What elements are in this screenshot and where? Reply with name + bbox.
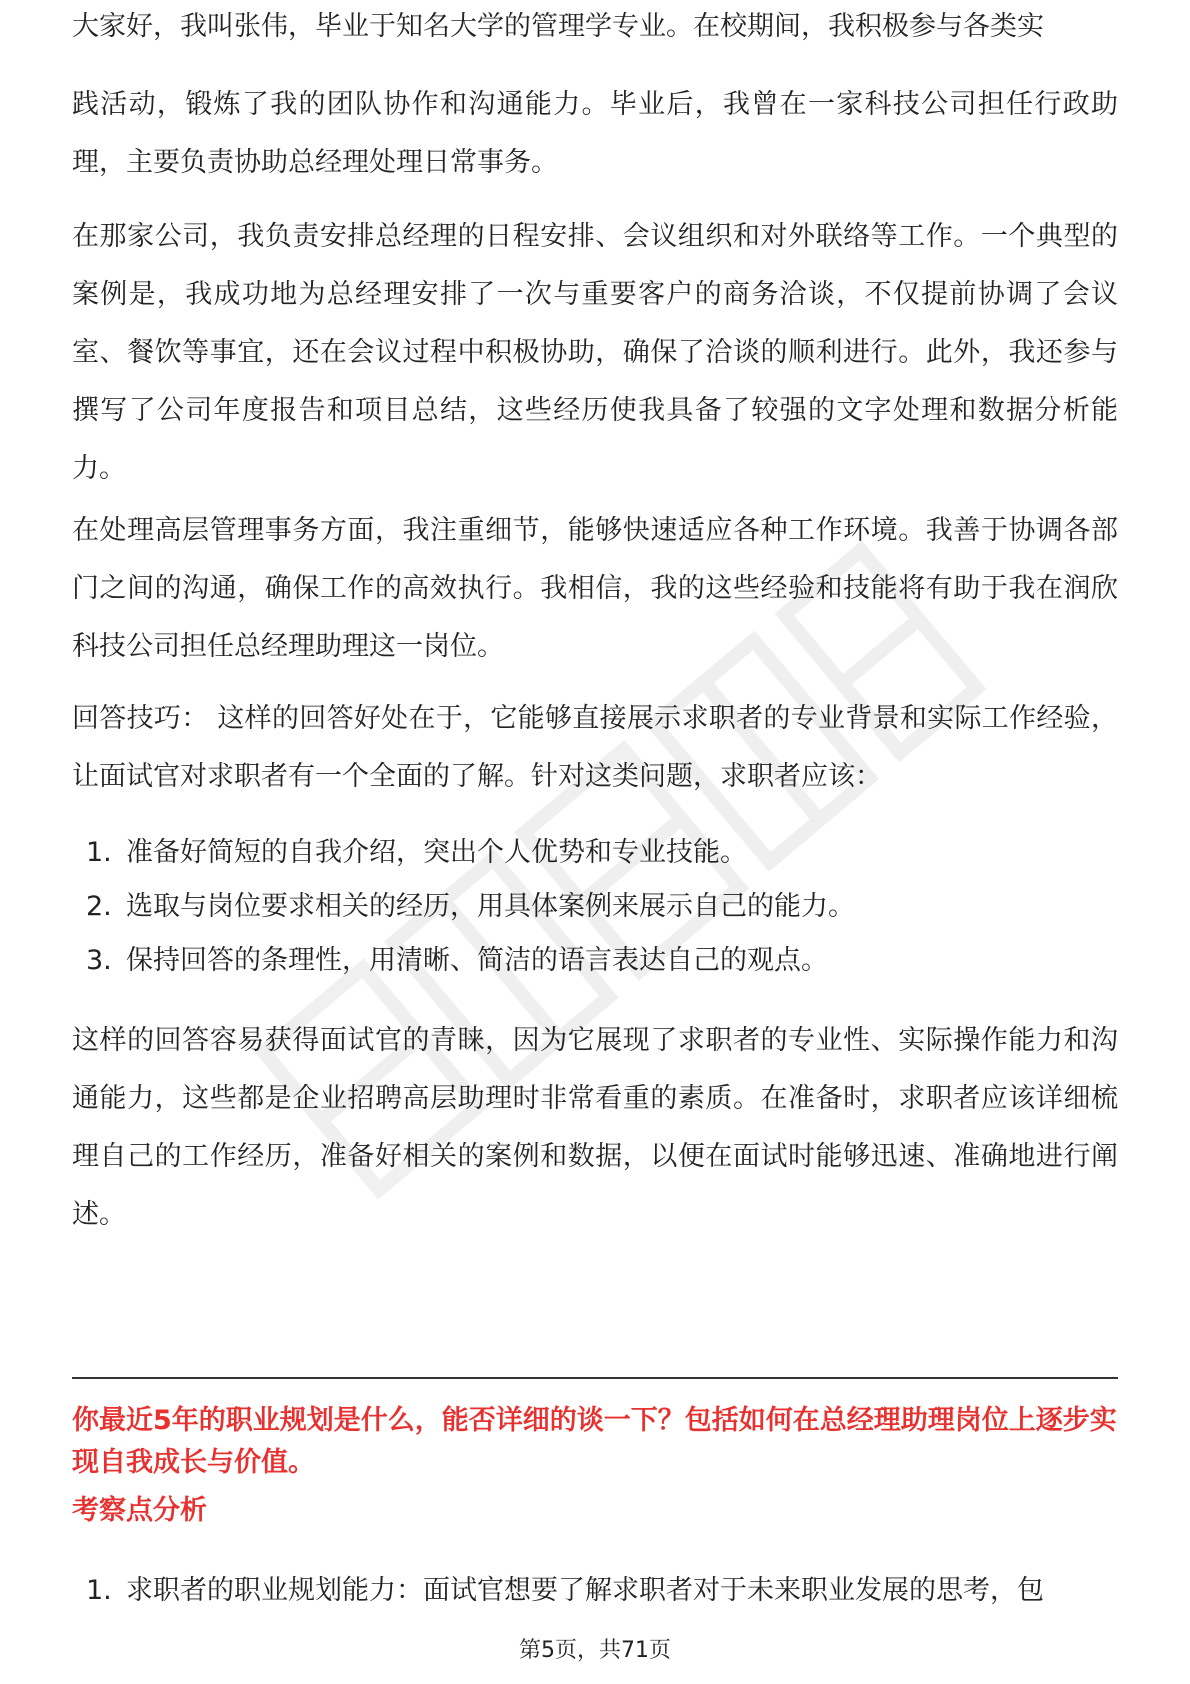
list-text: 保持回答的条理性，用清晰、简洁的语言表达自己的观点。 <box>126 945 828 976</box>
list-number: 3. <box>86 945 112 976</box>
interview-question: 你最近5年的职业规划是什么，能否详细的谈一下？包括如何在总经理助理岗位上逐步实现自我成长与价值。 <box>72 1405 1117 1478</box>
list-number: 1. <box>86 1575 112 1606</box>
cut-off-line <box>72 11 1118 62</box>
list-number: 2. <box>86 891 112 922</box>
list-text: 选取与岗位要求相关的经历，用具体案例来展示自己的能力。 <box>126 891 855 922</box>
paragraph-background: 践活动，锻炼了我的团队协作和沟通能力。毕业后，我曾在一家科技公司担任行政助理，主要负责协助总经理处理日常事务。 <box>72 89 1118 178</box>
section-heading: 考察点分析 <box>72 1495 207 1526</box>
list-item <box>86 932 1116 990</box>
analysis-list-item <box>86 1562 1116 1620</box>
list-text: 求职者的职业规划能力：面试官想要了解求职者对于未来职业发展的思考，包 <box>126 1575 1044 1606</box>
paragraph-summary: 这样的回答容易获得面试官的青睐，因为它展现了求职者的专业性、实际操作能力和沟通能力，这些都是企业招聘高层助理时非常看重的素质。在准备时，求职者应该详细梳理自己的工作经历，准备好相关的案例和数据，以便在面试时能够迅速、准确地进行阐述。 <box>72 1025 1118 1230</box>
paragraph-answer-tips: 回答技巧： 这样的回答好处在于，它能够直接展示求职者的专业背景和实际工作经验，让面试官对求职者有一个全面的了解。针对这类问题，求职者应该： <box>72 703 1118 792</box>
page-number: 第5页，共71页 <box>519 1638 671 1663</box>
list-item <box>86 878 1116 936</box>
list-item <box>86 824 1116 882</box>
cut-off-text: 大家好，我叫张伟，毕业于知名大学的管理学专业。在校期间，我积极参与各类实 <box>72 11 1044 42</box>
paragraph-skills: 在处理高层管理事务方面，我注重细节，能够快速适应各种工作环境。我善于协调各部门之间的沟通，确保工作的高效执行。我相信，我的这些经验和技能将有助于我在润欣科技公司担任总经理助理这一岗位。 <box>72 515 1118 662</box>
section-divider <box>72 1377 1118 1379</box>
list-number: 1. <box>86 837 112 868</box>
list-text: 准备好简短的自我介绍，突出个人优势和专业技能。 <box>126 837 747 868</box>
paragraph-experience: 在那家公司，我负责安排总经理的日程安排、会议组织和对外联络等工作。一个典型的案例是，我成功地为总经理安排了一次与重要客户的商务洽谈，不仅提前协调了会议室、餐饮等事宜，还在会议过程中积极协助，确保了洽谈的顺利进行。此外，我还参与撰写了公司年度报告和项目总结，这些经历使我具备了较强的文字处理和数据分析能力。 <box>72 221 1118 484</box>
